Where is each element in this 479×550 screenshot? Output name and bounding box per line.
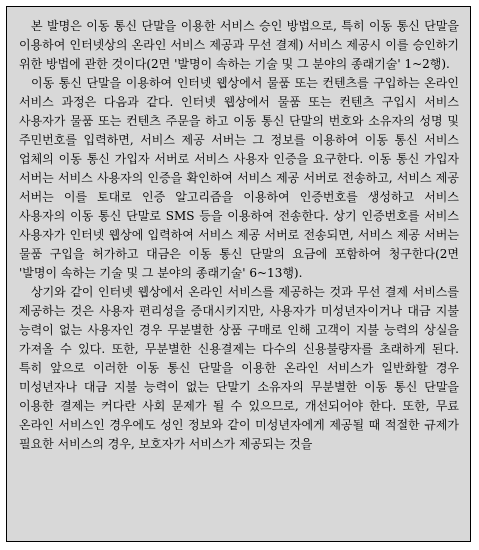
- document-frame: [6, 6, 471, 542]
- paragraph-2: 이동 통신 단말을 이용하여 인터넷 웹상에서 물품 또는 컨텐츠를 구입하는 온라인 서비스 과정은 다음과 같다. 인터넷 웹상에서 물품 또는 컨텐츠 구입시 서비스 사용자가 물품 또는 컨텐츠 주문을 하고 이동 통신 단말의 번호와 소유자의 성명 및 주민번호를 입력하면, 서비스 제공 서버는 그 정보를 이용하여 이동 통신 서비스 업체의 이동 통신 가입자 서버로 서비스 사용자 인증을 요구한다. 이동 통신 가입자 서버는 서비스 사용자의 인증을 확인하여 서비스 제공 서버로 전송하고, 서비스 제공 서버는 이를 토대로 인증 알고리즘을 이용하여 인증번호를 생성하고 서비스 사용자의 이동 통신 단말로 SMS 등을 이용하여 전송한다. 상기 인증번호를 서비스 사용자가 인터넷 웹상에 입력하여 서비스 제공 서버로 전송되면, 서비스 제공 서버는 물품 구입을 허가하고 대금은 이동 통신 단말의 요금에 포함하여 청구한다(2면 '발명이 속하는 기술 및 그 분야의 종래기술' 6~13행).: [19, 76, 459, 280]
- document-body: [19, 17, 459, 454]
- paragraph-3: 상기와 같이 인터넷 웹상에서 온라인 서비스를 제공하는 것과 무선 결제 서비스를 제공하는 것은 사용자 편리성을 증대시키지만, 사용자가 미성년자이거나 대금 지불 능력이 없는 사용자인 경우 무분별한 상품 구매로 인해 고객이 지불 능력의 상실을 가져올 수 있다. 또한, 무분별한 신용결제는 다수의 신용불량자를 초래하게 된다. 특히 앞으로 이러한 이동 통신 단말을 이용한 온라인 서비스가 일반화할 경우 미성년자나 대금 지불 능력이 없는 단말기 소유자의 무분별한 이동 통신 단말을 이용한 결제는 커다란 사회 문제가 될 수 있으므로, 개선되어야 한다. 또한, 무료 온라인 서비스인 경우에도 성인 정보와 같이 미성년자에게 제공될 때 적절한 규제가 필요한 서비스의 경우, 보호자가 서비스가 제공되는 것을: [19, 285, 459, 451]
- paragraph-1: 본 발명은 이동 통신 단말을 이용한 서비스 승인 방법으로, 특히 이동 통신 단말을 이용하여 인터넷상의 온라인 서비스 제공과 무선 결제) 서비스 제공시 이를 승인하기 위한 방법에 관한 것이다(2면 '발명이 속하는 기술 및 그 분야의 종래기술' 1~2행).: [19, 19, 459, 71]
